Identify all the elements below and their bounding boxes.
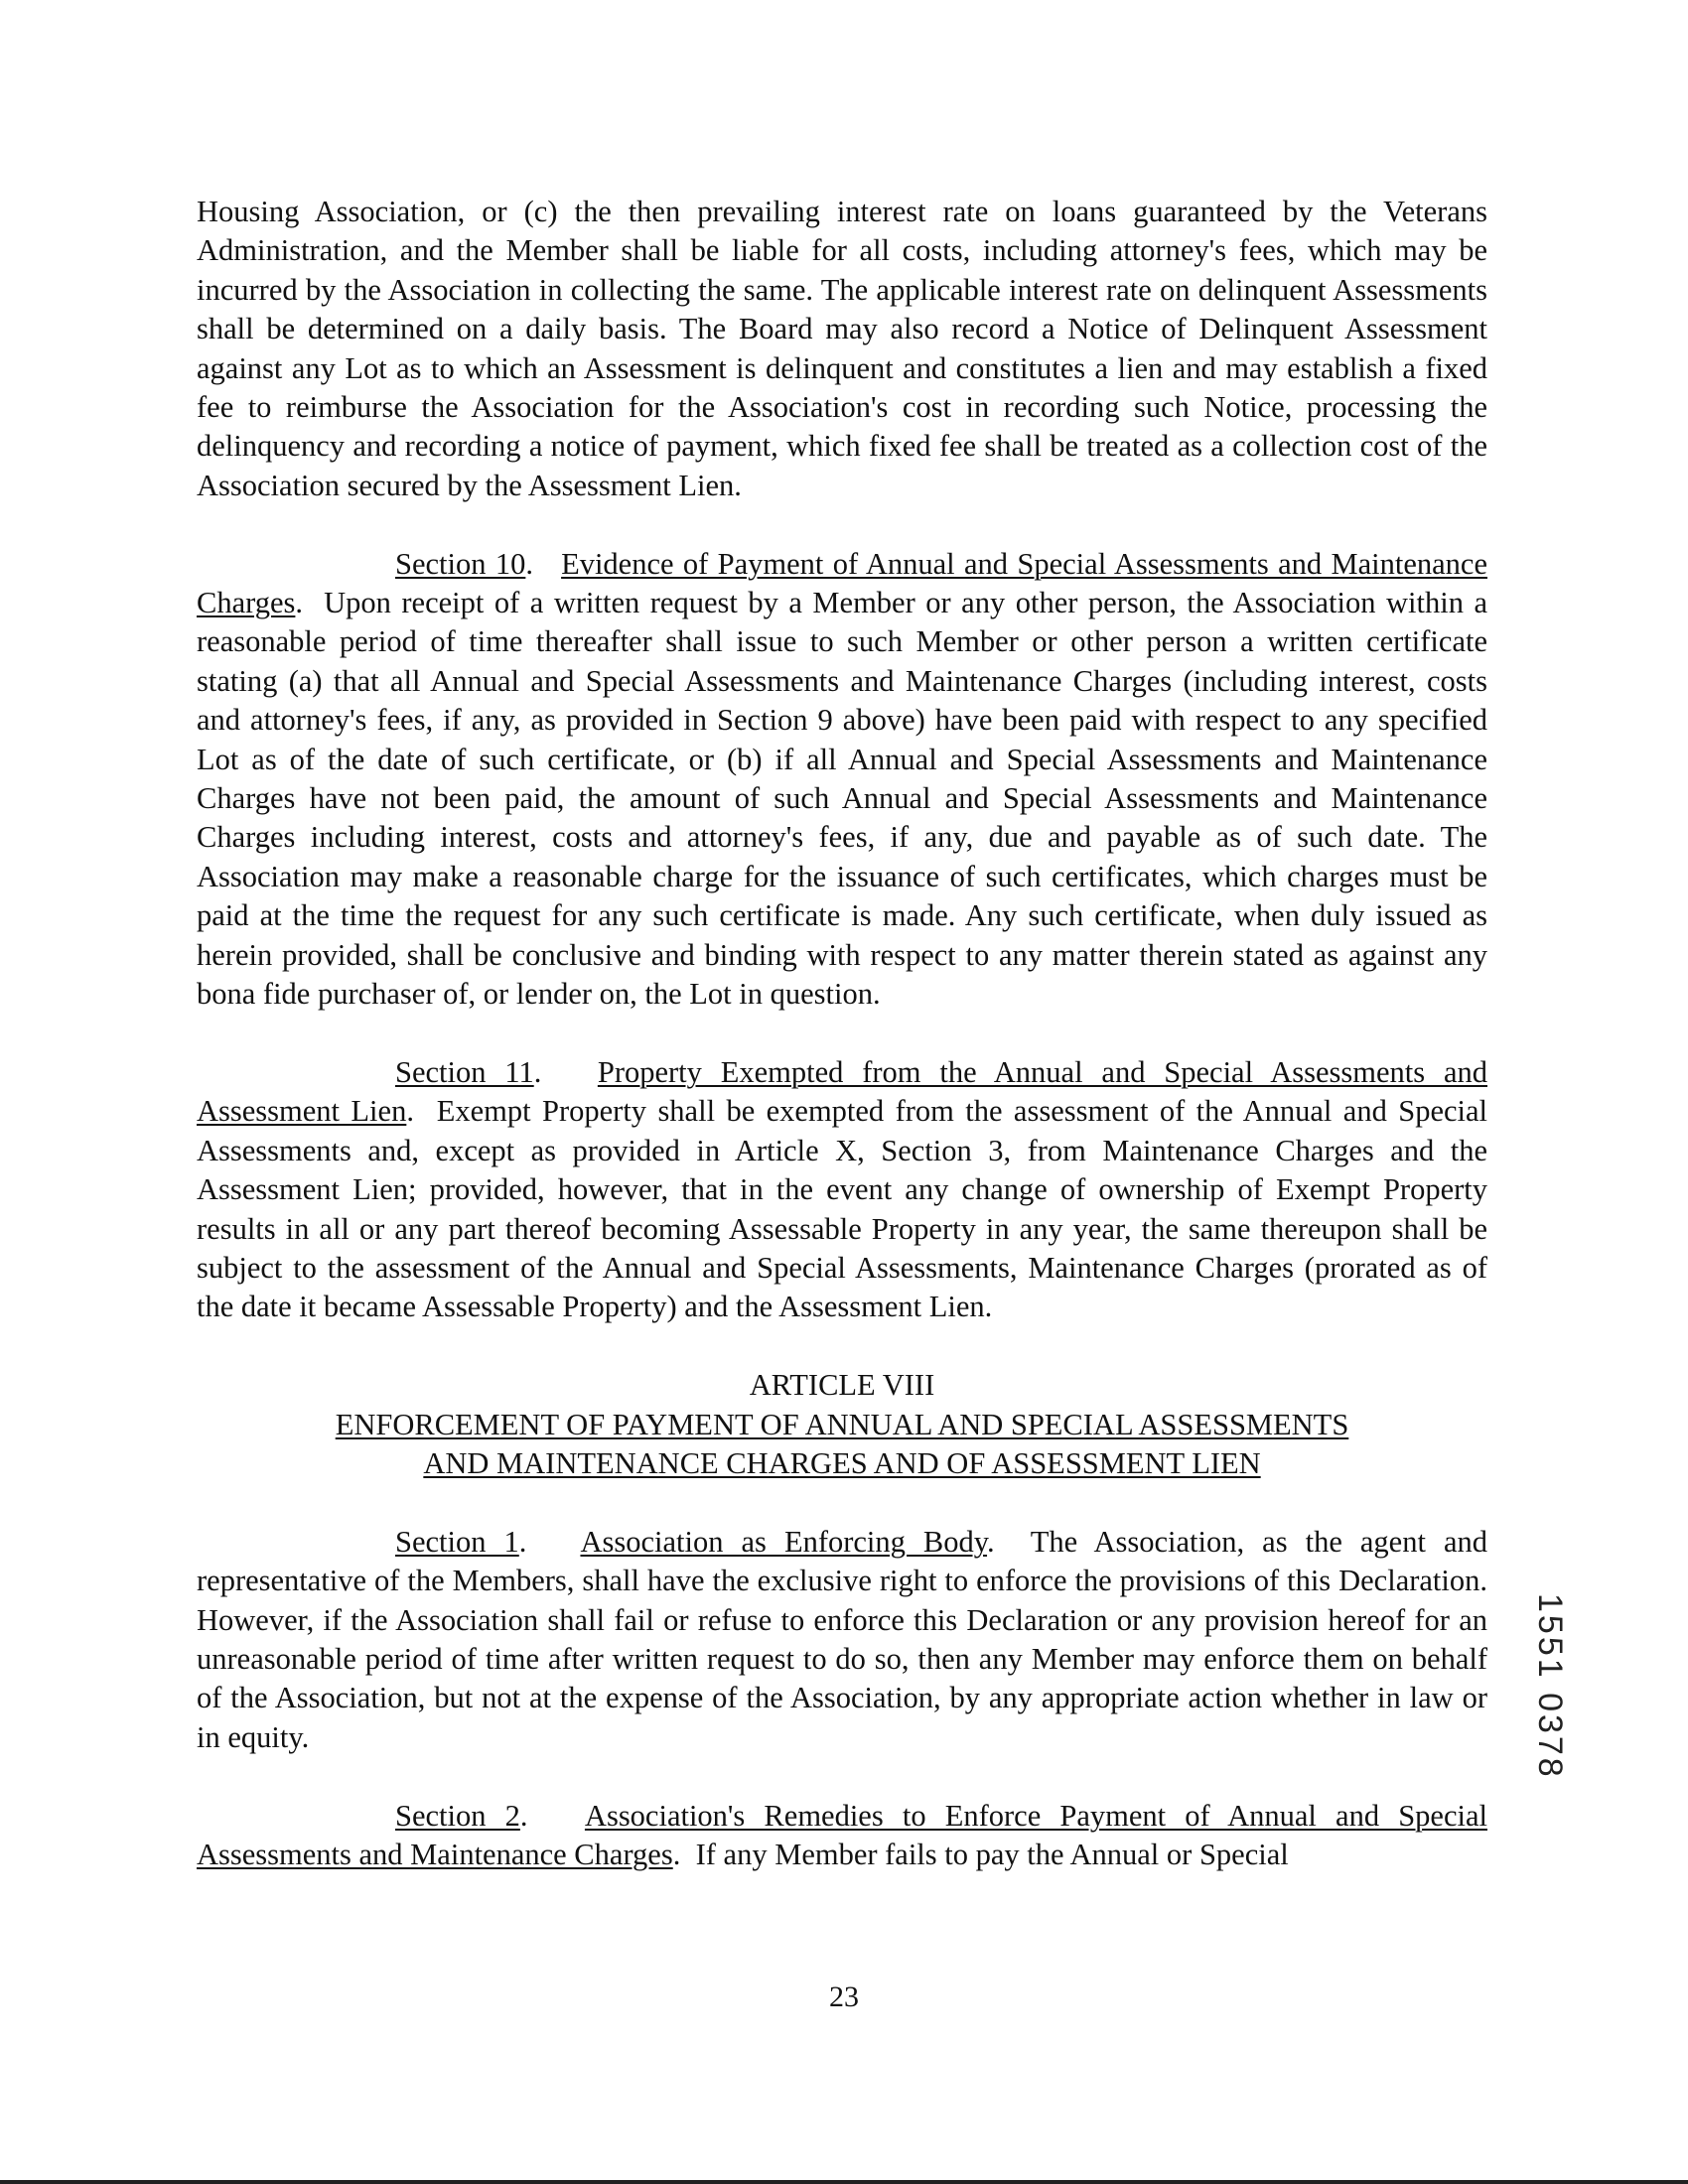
paragraph-continuation: [197, 193, 1487, 505]
article-title-line-2: AND MAINTENANCE CHARGES AND OF ASSESSMENT LIEN: [423, 1445, 1261, 1480]
article-8-section-1: Section 1. Association as Enforcing Body. The Association, as the agent and representative of the Members, shall have the exclusive right to enforce the provisions of this Declaration. However, if the Association shall fail or refuse to enforce this Declaration or any provision hereof for an unreasonable period of time after written request to do so, then any Member may enforce them on behalf of the Association, but not at the expense of the Association, by any appropriate action whether in law or in equity.: [197, 1524, 1487, 1754]
article-8-section-1-number: Section 1: [395, 1524, 519, 1559]
section-11-heading: Property Exempted from the Annual and Special Assessments and Assessment Lien: [197, 1054, 1488, 1129]
section-10: Section 10. Evidence of Payment of Annual and Special Assessments and Maintenance Charges. Upon receipt of a written request by a Member or any other person, the Association within a reasonable period of time thereafter shall issue to such Member or other person a written certificate stating (a) that all Annual and Special Assessments and Maintenance Charges (including interest, costs and attorney's fees, if any, as provided in Section 9 above) have been paid with respect to any specified Lot as of the date of such certificate, or (b) if all Annual and Special Assessments and Maintenance Charges have not been paid, the amount of such Annual and Special Assessments and Maintenance Charges including interest, costs and attorney's fees, if any, due and payable as of such date. The Association may make a reasonable charge for the issuance of such certificates, which charges must be paid at the time the request for any such certificate is made. Any such certificate, when duly issued as herein provided, shall be conclusive and binding with respect to any matter therein stated as against any bona fide purchaser of, or lender on, the Lot in question.: [197, 546, 1488, 1012]
scan-edge-line: [0, 2180, 1688, 2184]
article-heading: [197, 1366, 1487, 1483]
article-8-section-2: Section 2. Association's Remedies to Enforce Payment of Annual and Special Assessments and Maintenance Charges. If any Member fails to pay the Annual or Special: [197, 1798, 1487, 1871]
article-8-section-1-body: The Association, as the agent and representative of the Members, shall have the exclusive right to enforce the provisions of this Declaration. However, if the Association shall fail or refuse to enforce this Declaration or any provision hereof for an unreasonable period of time after written request to do so, then any Member may enforce them on behalf of the Association, but not at the expense of the Association, by any appropriate action whether in law or in equity.: [197, 1524, 1487, 1754]
margin-stamp: 1551 0378: [1531, 1593, 1569, 1780]
article-number: ARTICLE VIII: [749, 1368, 935, 1403]
section-11-number: Section 11: [395, 1054, 534, 1089]
article-8-section-1-heading: Association as Enforcing Body: [580, 1524, 988, 1559]
article-title-line-1: ENFORCEMENT OF PAYMENT OF ANNUAL AND SPECIAL ASSESSMENTS: [335, 1407, 1349, 1441]
section-10-number: Section 10: [395, 546, 526, 581]
document-body: [197, 193, 1487, 1914]
paragraph-text: Housing Association, or (c) the then prevailing interest rate on loans guaranteed by the Veterans Administration, and the Member shall be liable for all costs, including attorney's fees, which may be incurred by the Association in collecting the same. The applicable interest rate on delinquent Assessments shall be determined on a daily basis. The Board may also record a Notice of Delinquent Assessment against any Lot as to which an Assessment is delinquent and constitutes a lien and may establish a fixed fee to reimburse the Association for the Association's cost in recording such Notice, processing the delinquency and recording a notice of payment, which fixed fee shall be treated as a collection cost of the Association secured by the Assessment Lien.: [197, 195, 1487, 502]
article-8-section-2-heading: Association's Remedies to Enforce Payment of Annual and Special Assessments and Maintenance Charges: [197, 1798, 1487, 1871]
page-number: 23: [829, 1980, 859, 2013]
section-11: Section 11. Property Exempted from the Annual and Special Assessments and Assessment Lien. Exempt Property shall be exempted from the assessment of the Annual and Special Assessments and, except as provided in Article X, Section 3, from Maintenance Charges and the Assessment Lien; provided, however, that in the event any change of ownership of Exempt Property results in all or any part thereof becoming Assessable Property in any year, the same thereupon shall be subject to the assessment of the Annual and Special Assessments, Maintenance Charges (prorated as of the date it became Assessable Property) and the Assessment Lien.: [197, 1054, 1488, 1324]
article-8-section-2-body: If any Member fails to pay the Annual or Special: [695, 1837, 1289, 1871]
section-10-body: Upon receipt of a written request by a Member or any other person, the Association within a reasonable period of time thereafter shall issue to such Member or other person a written certificate stating (a) that all Annual and Special Assessments and Maintenance Charges (including interest, costs and attorney's fees, if any, as provided in Section 9 above) have been paid with respect to any specified Lot as of the date of such certificate, or (b) if all Annual and Special Assessments and Maintenance Charges have not been paid, the amount of such Annual and Special Assessments and Maintenance Charges including interest, costs and attorney's fees, if any, due and payable as of such date. The Association may make a reasonable charge for the issuance of such certificates, which charges must be paid at the time the request for any such certificate is made. Any such certificate, when duly issued as herein provided, shall be conclusive and binding with respect to any matter therein stated as against any bona fide purchaser of, or lender on, the Lot in question.: [197, 586, 1488, 1012]
article-8-section-2-number: Section 2: [395, 1798, 520, 1833]
section-10-heading: Evidence of Payment of Annual and Special Assessments and Maintenance Charges: [197, 546, 1488, 620]
section-11-body: Exempt Property shall be exempted from the assessment of the Annual and Special Assessments and, except as provided in Article X, Section 3, from Maintenance Charges and the Assessment Lien; provided, however, that in the event any change of ownership of Exempt Property results in all or any part thereof becoming Assessable Property in any year, the same thereupon shall be subject to the assessment of the Annual and Special Assessments, Maintenance Charges (prorated as of the date it became Assessable Property) and the Assessment Lien.: [197, 1094, 1488, 1324]
